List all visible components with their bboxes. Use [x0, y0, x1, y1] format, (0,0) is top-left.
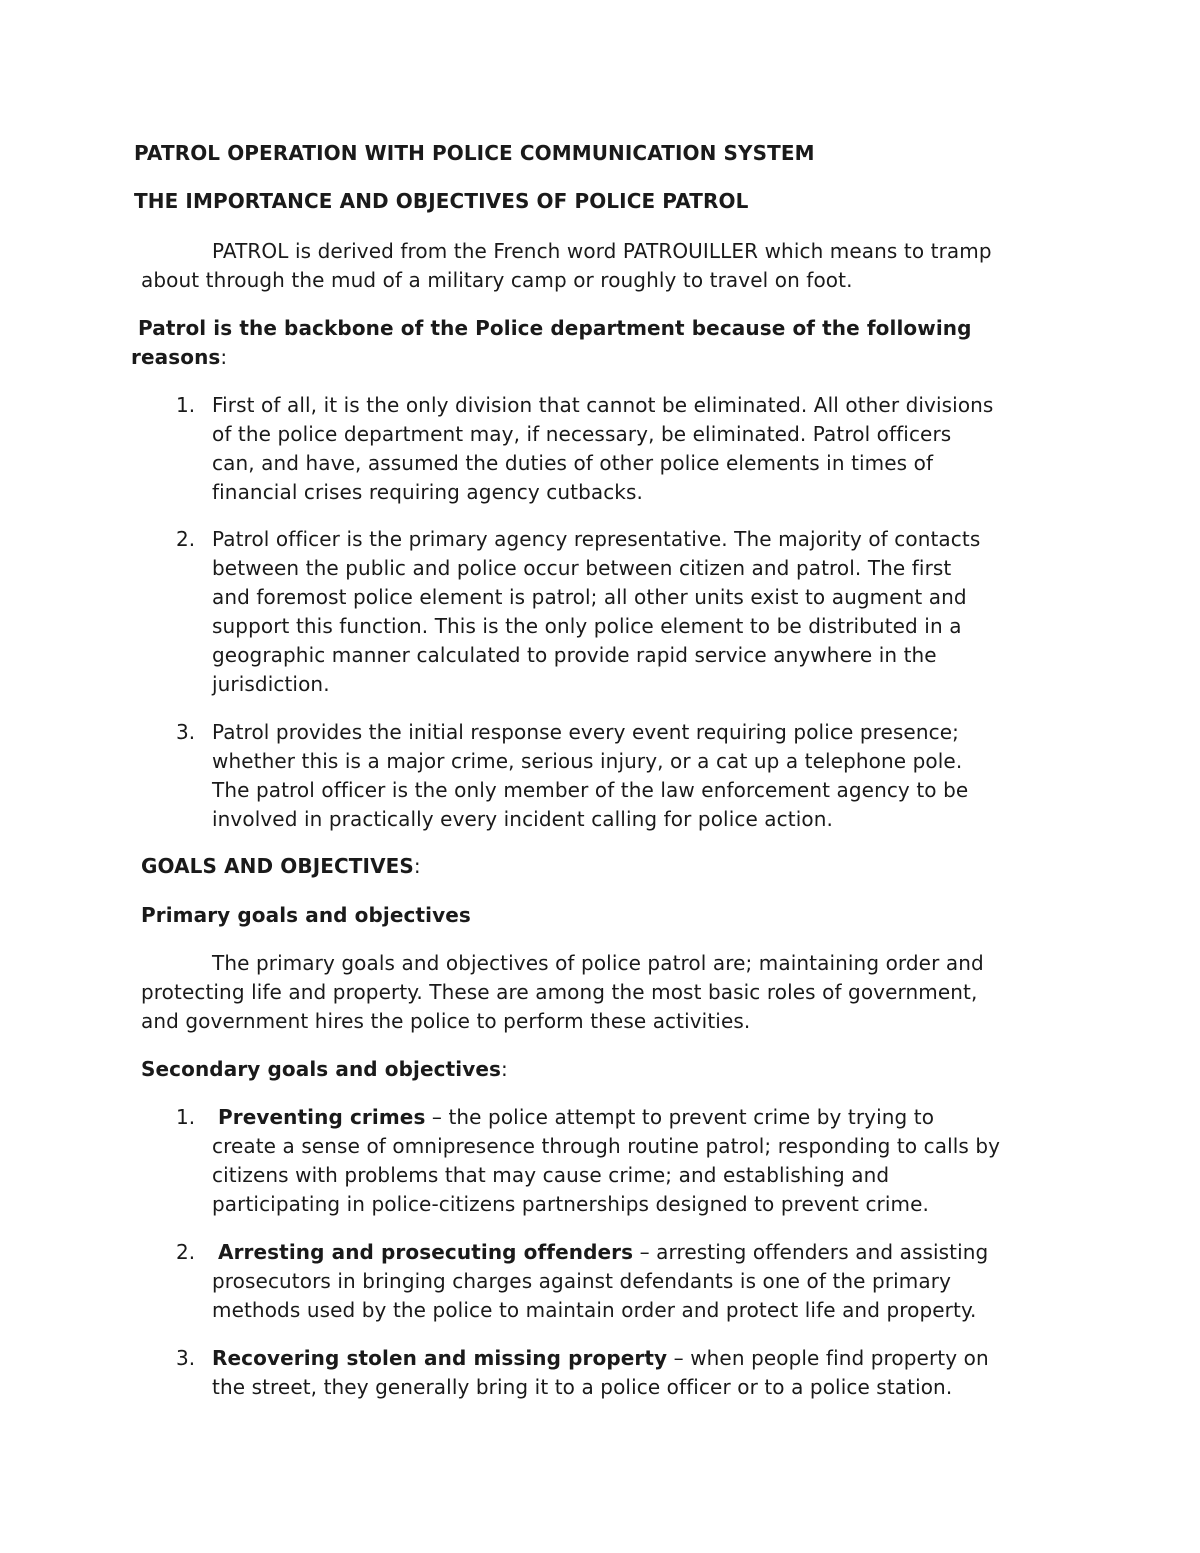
secondary-1-line-3: citizens with problems that may cause crime; and establishing and [212, 1163, 890, 1187]
secondary-2-term: Arresting and prosecuting offenders [218, 1240, 634, 1264]
secondary-2-line-1 [218, 1238, 988, 1267]
secondary-2-number: 2. [176, 1240, 196, 1264]
secondary-heading-colon: : [501, 1057, 508, 1081]
secondary-1-term: Preventing crimes [218, 1105, 426, 1129]
secondary-2-line-3: methods used by the police to maintain order and protect life and property. [212, 1298, 977, 1322]
reason-2-line-5: geographic manner calculated to provide rapid service anywhere in the [212, 643, 937, 667]
reason-3-line-3: The patrol officer is the only member of the law enforcement agency to be [212, 778, 969, 802]
secondary-3-term: Recovering stolen and missing property [212, 1346, 668, 1370]
reason-1-line-2: of the police department may, if necessary, be eliminated. Patrol officers [212, 422, 952, 446]
secondary-heading-text: Secondary goals and objectives [141, 1057, 502, 1081]
secondary-heading [141, 1055, 508, 1084]
secondary-2-line-2: prosecutors in bringing charges against defendants is one of the primary [212, 1269, 952, 1293]
reason-3-number: 3. [176, 720, 196, 744]
primary-text-line-1: The primary goals and objectives of police patrol are; maintaining order and [212, 951, 984, 975]
backbone-heading-line-2 [131, 343, 227, 372]
reason-1-number: 1. [176, 393, 196, 417]
secondary-2-rest: – arresting offenders and assisting [633, 1240, 989, 1264]
secondary-1-line-1 [218, 1103, 934, 1132]
backbone-heading-colon: : [220, 345, 228, 369]
secondary-3-number: 3. [176, 1346, 196, 1370]
reason-1-line-3: can, and have, assumed the duties of other police elements in times of [212, 451, 934, 475]
reason-1-line-4: financial crises requiring agency cutbacks. [212, 480, 643, 504]
primary-text-line-3: and government hires the police to perform these activities. [141, 1009, 751, 1033]
secondary-3-line-1 [212, 1344, 989, 1373]
goals-heading-text: GOALS AND OBJECTIVES [141, 854, 414, 878]
reason-2-line-3: and foremost police element is patrol; all other units exist to augment and [212, 585, 967, 609]
secondary-3-line-2: the street, they generally bring it to a police officer or to a police station. [212, 1375, 953, 1399]
backbone-heading-reasons: reasons [131, 345, 221, 369]
secondary-1-line-4: participating in police-citizens partnerships designed to prevent crime. [212, 1192, 929, 1216]
reason-1-line-1: First of all, it is the only division that cannot be eliminated. All other divisions [212, 393, 994, 417]
reason-2-line-4: support this function. This is the only police element to be distributed in a [212, 614, 962, 638]
document-title: PATROL OPERATION WITH POLICE COMMUNICATION SYSTEM [134, 141, 815, 165]
secondary-1-line-2: create a sense of omnipresence through routine patrol; responding to calls by [212, 1134, 1001, 1158]
secondary-1-rest: – the police attempt to prevent crime by trying to [425, 1105, 935, 1129]
primary-text-line-2: protecting life and property. These are among the most basic roles of government, [141, 980, 978, 1004]
reason-2-line-6: jurisdiction. [212, 672, 330, 696]
reason-3-line-1: Patrol provides the initial response every event requiring police presence; [212, 720, 959, 744]
secondary-3-rest: – when people find property on [667, 1346, 989, 1370]
reason-3-line-4: involved in practically every incident calling for police action. [212, 807, 833, 831]
reason-2-number: 2. [176, 527, 196, 551]
reason-3-line-2: whether this is a major crime, serious injury, or a cat up a telephone pole. [212, 749, 963, 773]
goals-heading [141, 852, 421, 881]
intro-line-1: PATROL is derived from the French word PATROUILLER which means to tramp [212, 239, 992, 263]
intro-line-2: about through the mud of a military camp or roughly to travel on foot. [141, 268, 853, 292]
document-subtitle: THE IMPORTANCE AND OBJECTIVES OF POLICE PATROL [134, 189, 749, 213]
backbone-heading-line-1: Patrol is the backbone of the Police department because of the following [138, 316, 972, 340]
primary-heading: Primary goals and objectives [141, 903, 471, 927]
reason-2-line-2: between the public and police occur between citizen and patrol. The first [212, 556, 952, 580]
reason-2-line-1: Patrol officer is the primary agency representative. The majority of contacts [212, 527, 981, 551]
goals-heading-colon: : [413, 854, 421, 878]
secondary-1-number: 1. [176, 1105, 196, 1129]
